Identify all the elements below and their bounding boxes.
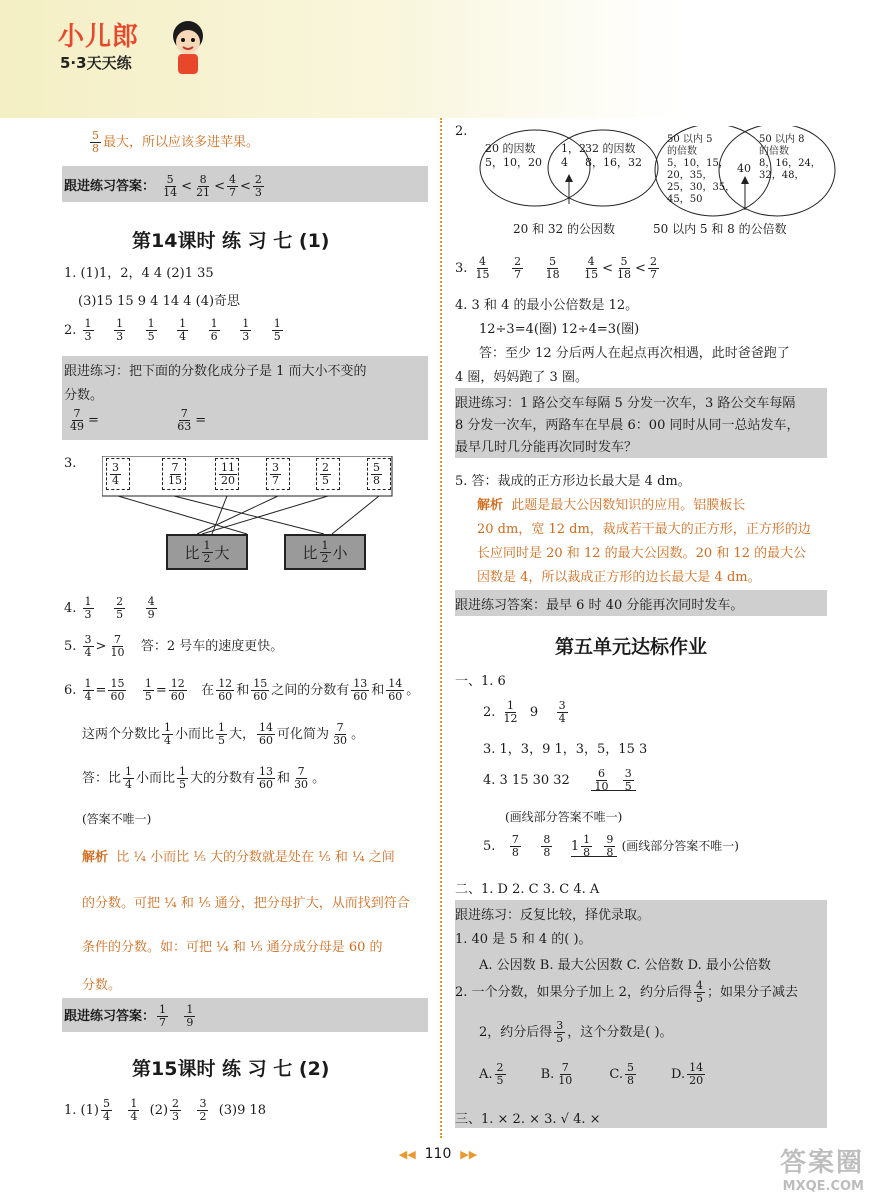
s3: 三、1. × 2. × 3. √ 4. × — [455, 1112, 601, 1127]
logo-subtitle: 5·3天天练 — [60, 54, 132, 72]
fq2-line2: 2，约分后得 $\frac{3}{5}$ ，这个分数是( )。 — [479, 1019, 673, 1045]
venn1-right-label: 32 的因数 8，16，32 — [585, 142, 642, 169]
q6-line3: 答：比 $\frac{1}{4}$ 小而比 $\frac{1}{5}$ 大的分数有 $\frac{13}{60}$ 和 $\frac{7}{30}$ 。 — [82, 765, 326, 791]
r-analysis-2: 20 dm，宽 12 dm，裁成若干最大的正方形，正方形的边 — [477, 522, 811, 537]
lesson-14-title: 第14课时 练 习 七 (1) — [132, 230, 330, 252]
compare-box-greater: 比 $\frac{1}{2}$ 大 — [166, 534, 248, 570]
q2-answers: 2. $\frac{1}{3}$ $\frac{1}{3}$ $\frac{1}{5}$ $\frac{1}{4}$ $\frac{1}{6}$ $\frac{1}{3}$ $\frac{1}{5}$ — [64, 317, 281, 343]
q3-number: 3. — [64, 456, 77, 471]
r-analysis-1: 解析 此题是最大公因数知识的应用。铝膜板长 — [477, 498, 746, 513]
page-number-bar — [0, 1146, 876, 1162]
venn2-common: 40 — [737, 162, 751, 175]
s1-3: 3. 1，3，9 1，3，5，15 3 — [483, 742, 648, 757]
s1-4: 4. 3 15 30 32 $\frac{6}{10}$ $\frac{3}{5}$ — [483, 768, 636, 793]
follow-answer-3: 跟进练习答案： $\frac{1}{7}$ $\frac{1}{9}$ — [64, 1003, 194, 1029]
column-divider — [440, 118, 442, 1138]
q4-answers: 4. $\frac{1}{3}$ $\frac{2}{5}$ $\frac{4}{9}$ — [64, 595, 155, 621]
s1-4-note: (画线部分答案不唯一) — [505, 810, 623, 824]
r-q4-answer-1: 答：至少 12 分后两人在起点再次相遇，此时爸爸跑了 — [479, 346, 790, 361]
r-q4-calc: 12÷3=4(圈) 12÷4=3(圈) — [479, 322, 640, 337]
r-analysis-3: 长应同时是 20 和 12 的最大公因数。20 和 12 的最大公 — [477, 546, 807, 561]
r-analysis-4: 因数是 4，所以裁成正方形的边长最大是 4 dm。 — [477, 570, 761, 585]
follow-exercise-2: 跟进练习：把下面的分数化成分子是 1 而大小不变的 — [64, 364, 367, 379]
venn1-left-label: 20 的因数 5，10，20 — [485, 142, 542, 169]
analysis-left-3: 条件的分数。如：可把 ¼ 和 ⅕ 通分成分母是 60 的 — [82, 940, 383, 955]
top-note: $\frac{5}{8}$ 最大，所以应该多进苹果。 — [92, 129, 260, 155]
q6-line2: 这两个分数比 $\frac{1}{4}$ 小而比 $\frac{1}{5}$ 大， $\frac{14}{60}$ 可化简为 $\frac{7}{30}$ 。 — [82, 721, 365, 747]
venn2-right-label: 50 以内 8 的倍数 8，16，24， 32，48， — [759, 134, 821, 181]
unit-title: 第五单元达标作业 — [555, 636, 708, 658]
follow-exercise-2c: $\frac{7}{49}$ = $\frac{7}{63}$ = — [70, 407, 207, 433]
follow-exercise-2b: 分数。 — [64, 388, 104, 403]
venn2-left-label: 50 以内 5 的倍数 5，10，15， 20，35， 25，30，35， 45，50 — [667, 134, 736, 205]
follow-answer-1: 跟进练习答案： $\frac{5}{14}$ < $\frac{8}{21}$ < $\frac{4}{7}$ < $\frac{2}{3}$ — [64, 173, 262, 199]
watermark-title: 答案圈 — [779, 1148, 864, 1178]
fraction-card: $\frac{2}{5}$ — [316, 458, 340, 490]
fraction-card: $\frac{3}{7}$ — [266, 458, 290, 490]
q1-line1: 1. (1)1，2，4 4 (2)1 35 — [64, 266, 214, 281]
fraction-card: $\frac{11}{20}$ — [215, 458, 239, 490]
r-follow-1c: 最早几时几分能再次同时发车？ — [455, 440, 638, 455]
analysis-left-2: 的分数。可把 ¼ 和 ⅕ 通分，把分母扩大，从而找到符合 — [82, 896, 410, 911]
r-q4: 4. 3 和 4 的最小公倍数是 12。 — [455, 298, 639, 313]
header-bar — [0, 0, 876, 118]
fq2-options: A. $\frac{2}{5}$ B. $\frac{7}{10}$ C. $\frac{5}{8}$ D. $\frac{14}{20}$ — [479, 1061, 704, 1087]
brand-logo — [52, 14, 212, 80]
analysis-left-4: 分数。 — [82, 978, 122, 993]
q1-line2: (3)15 15 9 4 14 4 (4)奇思 — [78, 294, 241, 309]
mascot-icon — [166, 16, 210, 78]
next-arrows-icon: ▶▶ — [460, 1148, 478, 1161]
fraction-card: $\frac{5}{8}$ — [367, 458, 391, 490]
r-q3: 3. $\frac{4}{15}$ $\frac{2}{7}$ $\frac{5}{18}$ $\frac{4}{15}$ < $\frac{5}{18}$ < $\frac{2}{7}$ — [455, 255, 657, 281]
r-q2-number: 2. — [455, 124, 468, 139]
matching-lines — [102, 456, 402, 596]
page-number: 110 — [424, 1146, 452, 1162]
r-q5: 5. 答：裁成的正方形边长最大是 4 dm。 — [455, 474, 691, 489]
r-follow-1a: 跟进练习：1 路公交车每隔 5 分发一次车，3 路公交车每隔 — [455, 396, 796, 411]
fq1-options: A. 公因数 B. 最大公因数 C. 公倍数 D. 最小公倍数 — [479, 958, 771, 973]
lesson-15-title: 第15课时 练 习 七 (2) — [132, 1058, 330, 1080]
q6-note: (答案不唯一) — [82, 812, 152, 826]
r-q4-answer-2: 4 圈，妈妈跑了 3 圈。 — [455, 370, 588, 385]
watermark-url: MXQE.COM — [782, 1179, 864, 1194]
fraction: $\frac{5}{8}$ — [92, 129, 99, 155]
s2: 二、1. D 2. C 3. C 4. A — [455, 882, 600, 897]
fq1: 1. 40 是 5 和 4 的( )。 — [455, 932, 592, 947]
s1-5: 5. $\frac{7}{8}$ $\frac{8}{8}$ 1 $\frac{1}{8}$ $\frac{9}{8}$ (画线部分答案不唯一) — [483, 833, 739, 859]
r-follow-1b: 8 分发一次车，两路车在早晨 6：00 同时从同一总站发车， — [455, 418, 800, 433]
q6-line1: 6. $\frac{1}{4}$ = $\frac{15}{60}$ $\frac{1}{5}$ = $\frac{12}{60}$ 在 $\frac{12}{60}$ 和 $\frac{15}{60}$ 之间的分数有 $\frac{13}{60}$ 和 $\frac{14}{60}$ 。 — [64, 677, 420, 703]
r-follow-answer-2: 跟进练习答案：最早 6 时 40 分能再次同时发车。 — [455, 598, 744, 613]
prev-arrows-icon: ◀◀ — [398, 1148, 416, 1161]
venn1-common: 1，2 4 — [561, 142, 586, 169]
fraction-card: $\frac{7}{15}$ — [162, 458, 186, 490]
fraction-card: $\frac{3}{4}$ — [106, 458, 130, 490]
q5-answer: 5. $\frac{3}{4}$ > $\frac{7}{10}$ 答：2 号车的速度更快。 — [64, 633, 284, 659]
s1-2: 2. $\frac{1}{12}$ 9 $\frac{3}{4}$ — [483, 699, 566, 725]
watermark — [780, 1142, 864, 1194]
fq2-line1: 2. 一个分数，如果分子加上 2，约分后得 $\frac{4}{5}$ ；如果分子减去 — [455, 979, 798, 1005]
logo-title: 小儿郎 — [58, 22, 140, 52]
s1-1: 一、1. 6 — [455, 674, 506, 689]
venn1-caption: 20 和 32 的公因数 — [513, 222, 615, 236]
q15-1: 1. (1) $\frac{5}{4}$ $\frac{1}{4}$ (2) $\frac{2}{3}$ $\frac{3}{2}$ (3)9 18 — [64, 1097, 267, 1123]
venn2-caption: 50 以内 5 和 8 的公倍数 — [653, 222, 787, 236]
analysis-left-1: 解析 比 ¼ 小而比 ⅕ 大的分数就是处在 ⅕ 和 ¼ 之间 — [82, 850, 395, 865]
r-follow-3: 跟进练习：反复比较，择优录取。 — [455, 908, 651, 923]
compare-box-less: 比 $\frac{1}{2}$ 小 — [284, 534, 366, 570]
